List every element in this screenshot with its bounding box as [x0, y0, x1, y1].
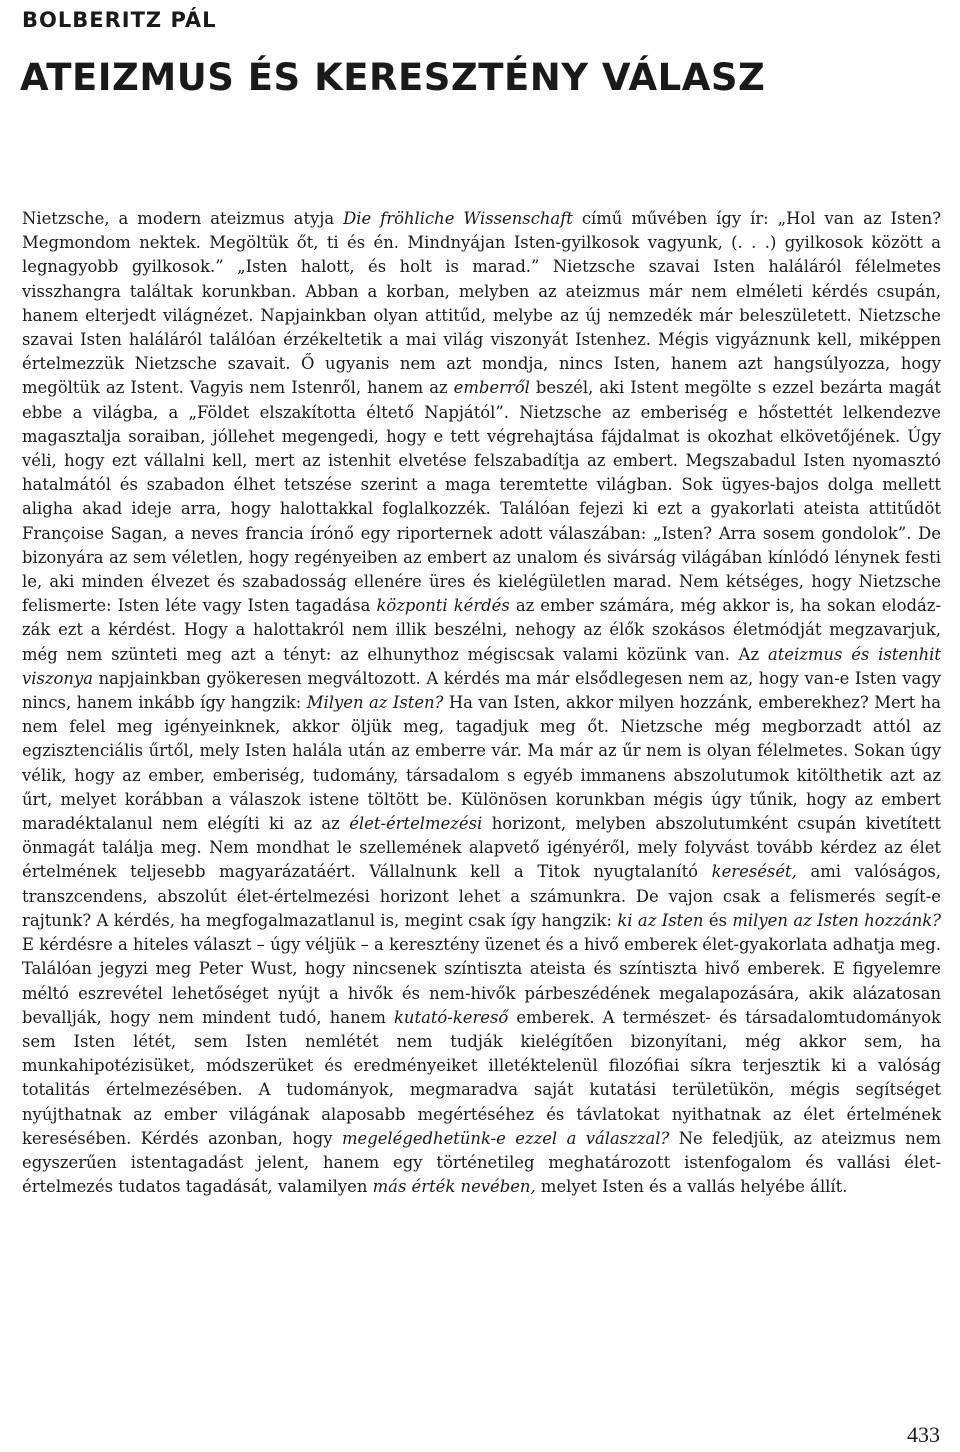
text-run: horizont, melyben abszolutumként csupán kivetített önmagát találja meg. Nem mondhat le szellemének alapvető igényéről, mely folyvást tovább kérdez az élet értelmének teljesebb magyarázatáért. Vállalnunk kell a Titok nyugtalanító [22, 814, 941, 882]
text-run: Ne feledjük, az ateizmus nem egyszerűen istentagadást jelent, hanem egy történetileg meghatározott istenfogalom és vallási élet-értelmezés tudatos tagadását, valamilyen [22, 1128, 941, 1197]
book-title-emphasis: Die fröhliche Wissenschaft [343, 209, 573, 228]
body-paragraph [22, 207, 941, 1199]
text-run: E kérdésre a hiteles választ – úgy véljük – a keresztény üzenet és a hivő emberek élet-gyakorlata adhatja meg. Találóan jegyzi meg Peter Wust, hogy nincsenek színtiszta ateista és színtiszta hivő emberek. E figyelemre méltó eszrevétel lehetőséget nyújt a hivők és nem-hivők párbeszédének megalapozására, akik alázatosan bevallják, hogy nem mindent tudó, hanem [22, 935, 941, 1027]
emphasis: emberről [453, 378, 530, 398]
text-run: ami valóságos, transzcendens, abszolút élet-értelmezési horizont lehet a számunkra. De vajon csak a felismerés segít-e rajtunk? A kérdés, ha megfogalmazatlanul is, megint csak így hangzik: [22, 862, 941, 930]
text-run: és [703, 910, 733, 930]
emphasis: központi kérdés [376, 596, 510, 616]
emphasis: Milyen az Isten? [306, 693, 444, 713]
text-run: Ha van Isten, akkor milyen hozzánk, emberekhez? Mert ha nem felel meg igényeinknek, akkor öljük meg, tagadjuk meg őt. Nietzsche még megborzadt attól az egzisztenciális űrtől, mely Isten halála után az emberre vár. Ma már az űr nem is olyan félelmetes. Sokan úgy vélik, hogy az ember, emberiség, tudomány, társadalom s egyéb immanens abszolutumok kitölthetik azt az űrt, melyet korábban a válaszok istene töltött be. Különösen korunkban mégis úgy tűnik, hogy az embert maradéktalanul nem elégíti ki az az [22, 693, 941, 834]
emphasis: keresését, [711, 862, 797, 882]
author-name: BOLBERITZ PÁL [22, 8, 217, 32]
emphasis: más érték nevében, [372, 1177, 536, 1197]
emphasis: ki az Isten [617, 910, 704, 930]
text-run: emberek. A természet- és társadalomtudományok sem Isten létét, sem Isten nemlétét nem tudják kielégítően bizonyítani, még akkor sem, ha munkahipotézisüket, módszerüket és eredményeiket illetéktelenül filozófiai síkra terjesztik ki a valóság totalitás értelmezésében. A tudományok, megmaradva saját kutatási területükön, mégis segítséget nyújthatnak az ember világának alaposabb megértéséhez és távlatokat nyithatnak az élet értelmének keresésében. Kérdés azonban, hogy [22, 1007, 941, 1148]
text-run: napjainkban gyökeresen megváltozott. A kérdés ma már elsődlegesen nem az, hogy van-e Isten vagy nincs, hanem inkább így hangzik: [22, 668, 941, 713]
text-run: beszél, aki Istent megölte s ezzel bezárta magát ebbe a világba, a „Földet elszakította éltető Napjától”. Nietzsche az emberiség e hőstettét lelkendezve magasztalja soraiban, jóllehet megengedi, hogy e tett végrehajtása fájdalmat is okozhat elkövetőjének. Úgy véli, hogy ezt vállalni kell, mert az istenhit elvetése felszabadítja az embert. Megszabadul Isten nyomasztó hatalmától és szabadon élhet tetszése szerint a maga teremtette világban. Sok ügyes-bajos dolga mellett aligha akad ideje arra, hogy halottakkal foglalkozzék. Találóan fejezi ki ezt a gyakorlati ateista attitűdöt Françoise Sagan, a neves francia írónő egy riporternek adott válaszában: „Isten? Arra sosem gondolok”. De bizonyára az sem véletlen, hogy regényeiben az embert az unalom és sivárság világában kínlódó lénynek festi le, aki minden élvezet és szabadosság ellenére üres és kielégületlen marad. Nem kétséges, hogy Nietzsche felismerte: Isten léte vagy Isten tagadása [22, 378, 942, 616]
emphasis: milyen az Isten hozzánk? [732, 910, 941, 930]
page-number: 433 [907, 1422, 940, 1447]
text-run: című művében így ír: „Hol van az Isten? Megmondom nektek. Megöltük őt, ti és én. Mindnyájan Isten-gyilkosok vagyunk, (. . .) gyilkosok között a legnagyobb gyilkosok.” „Isten halott, és holt is marad.” Nietzsche szavai Isten haláláról félelmetes visszhangra találtak korunkban. Abban a korban, melyben az ateizmus már nem elméleti kérdés csupán, hanem elterjedt világnézet. Napjainkban olyan attitűd, melybe az új nemzedék már beleszületett. Nietzsche szavai Isten haláláról találóan érzékeltetik a mai világ viszonyát Istenhez. Mégis vigyáznunk kell, miképpen értelmezzük Nietzsche szavait. Ő ugyanis nem azt mondja, nincs Isten, hanem azt hangsúlyozza, hogy megöltük az Istent. Vagyis nem Istenről, hanem az [22, 209, 941, 398]
emphasis: élet-értelmezési [349, 814, 483, 834]
emphasis: megelégedhetünk-e ezzel a válaszzal? [341, 1128, 670, 1148]
article-body [22, 207, 941, 1199]
text-run: melyet Isten és a vallás helyébe állít. [535, 1177, 848, 1197]
text-run: Nietzsche, a modern ateizmus atyja [22, 209, 344, 228]
article-title: ATEIZMUS ÉS KERESZTÉNY VÁLASZ [20, 56, 766, 99]
emphasis: kutató-kereső [394, 1007, 509, 1027]
text-run: az ember számára, még akkor is, ha sokan elodázzák ezt a kérdést. Hogy a halottakról nem illik beszélni, nehogy az élők szokásos életmódját megzavarjuk, még nem szünteti meg azt a tényt: az elhunythoz mégiscsak valami közünk van. Az [22, 596, 941, 664]
emphasis: ateizmus és istenhit viszonya [22, 644, 941, 688]
